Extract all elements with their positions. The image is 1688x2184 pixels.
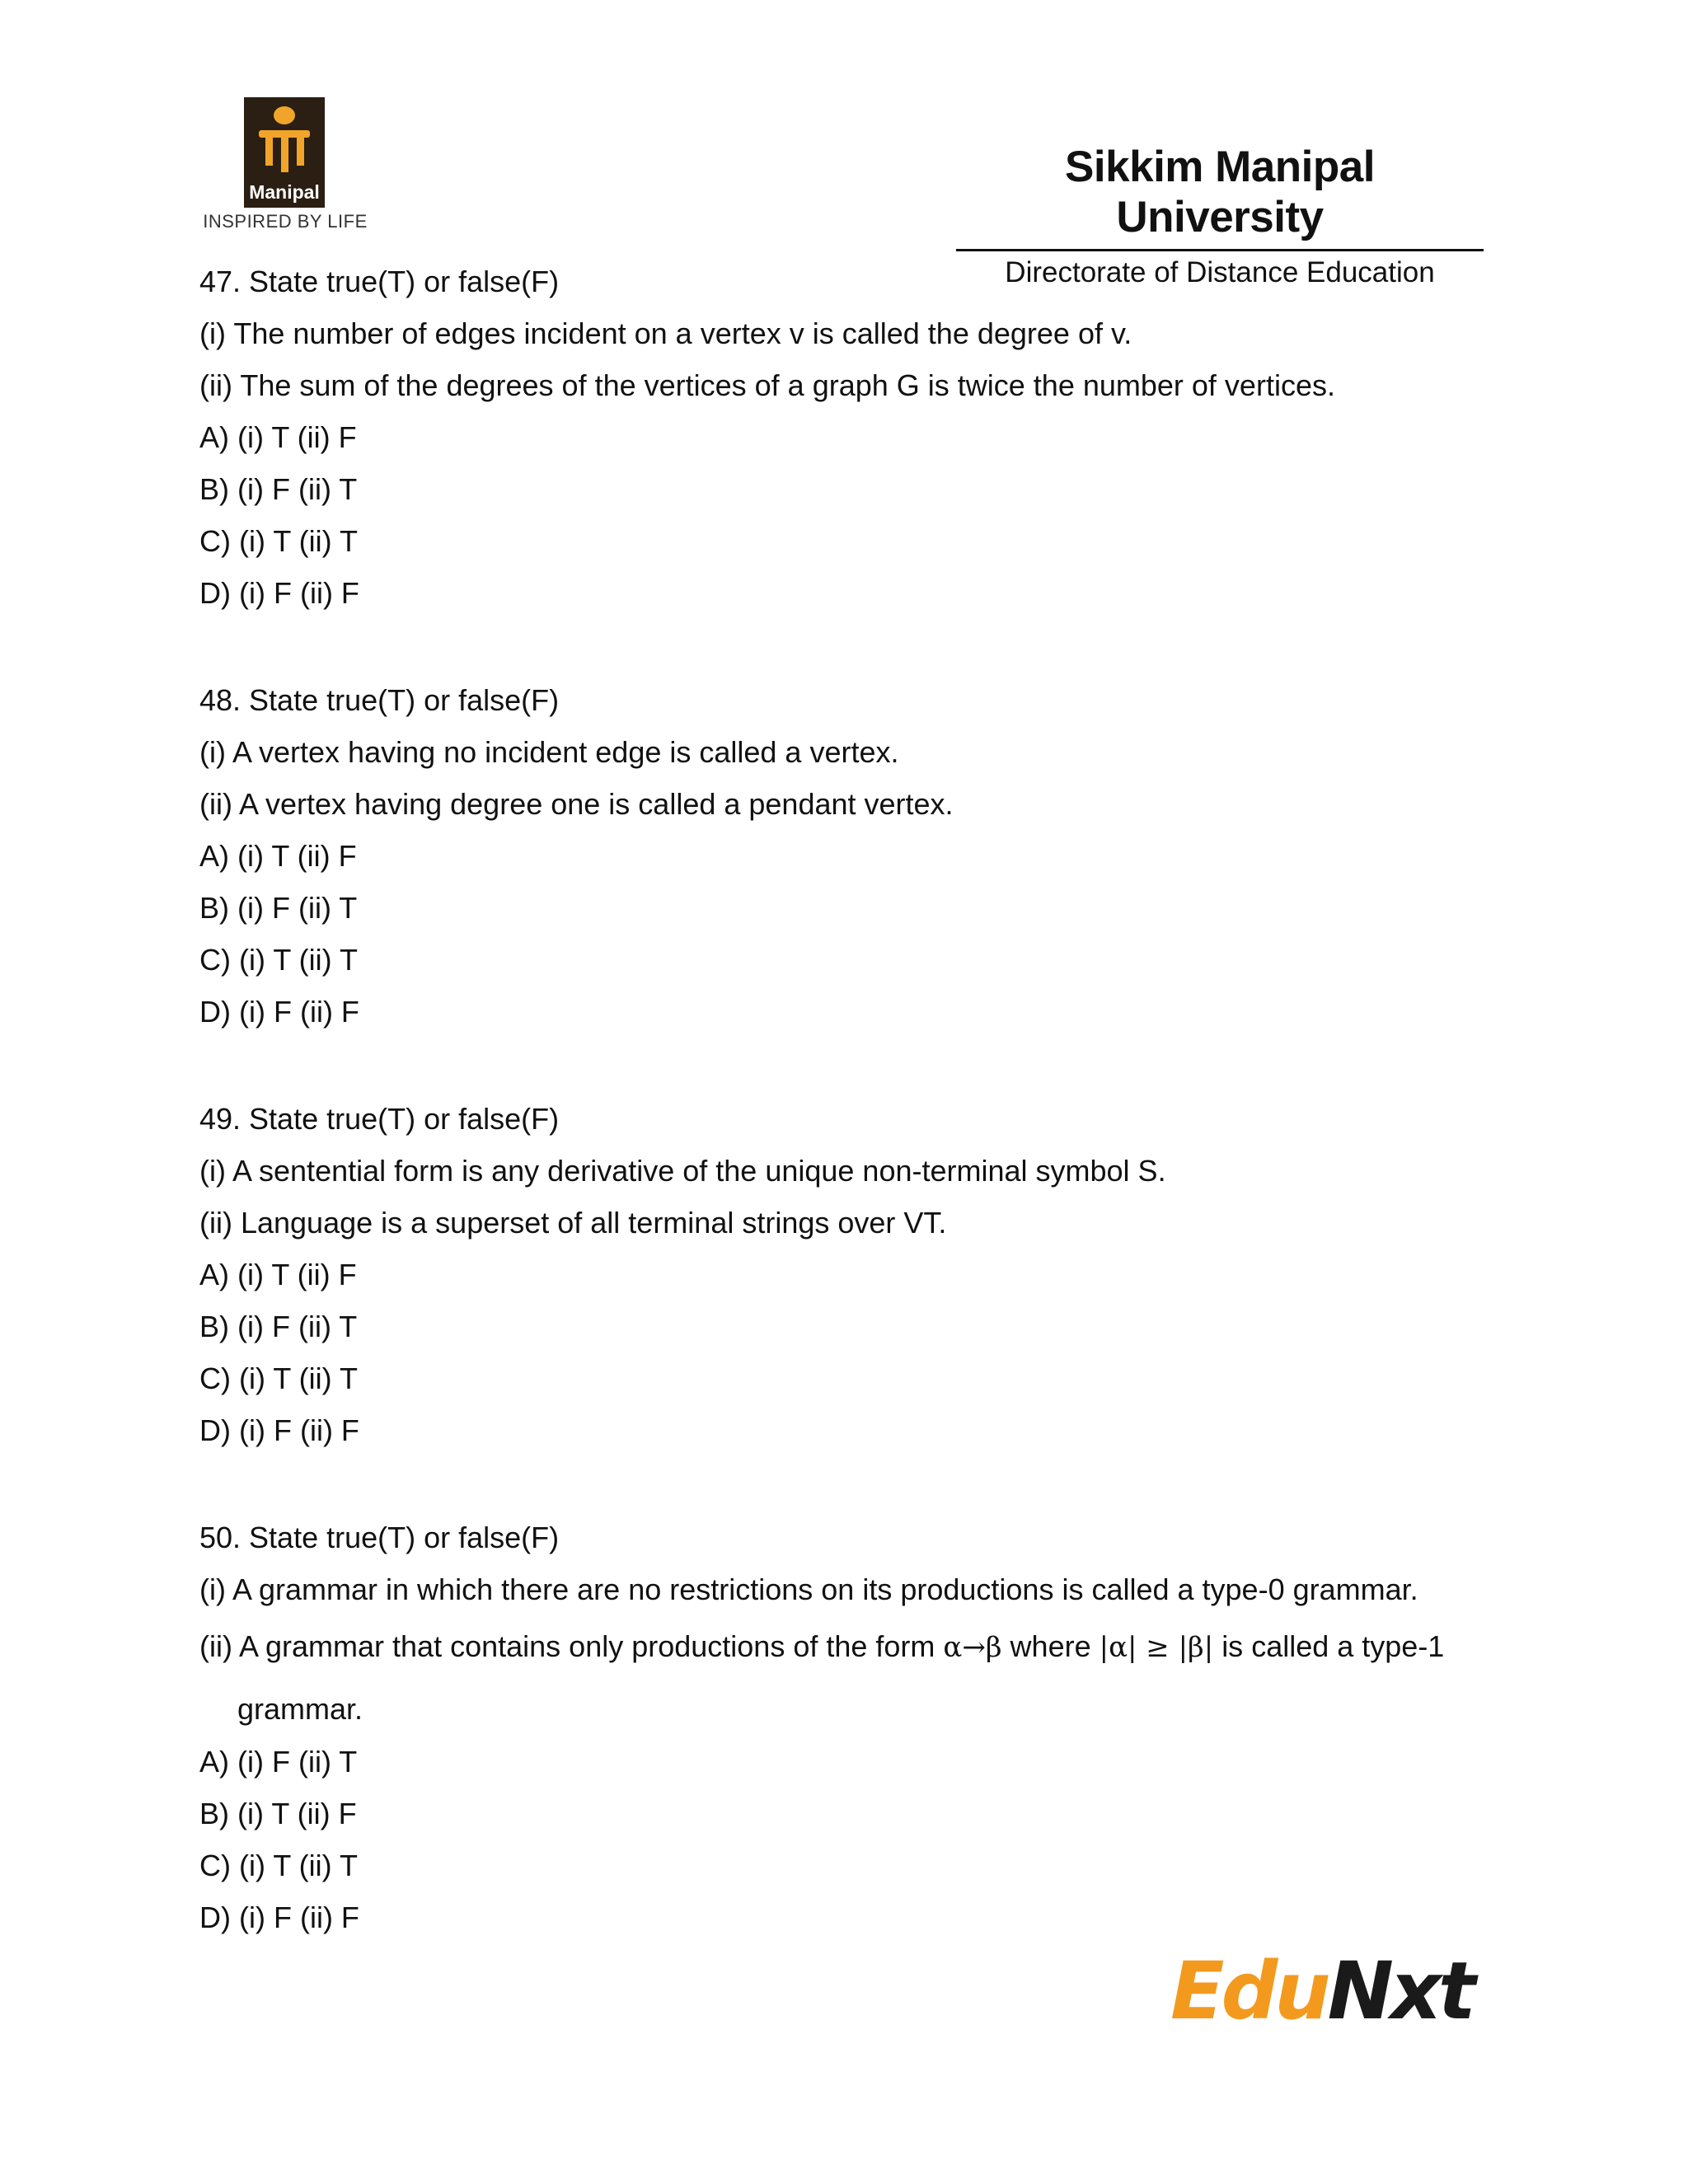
answer-option: D) (i) F (ii) F: [199, 995, 359, 1029]
question-title: 47. State true(T) or false(F): [199, 265, 560, 298]
question-statement: (i) A grammar in which there are no restrictions on its productions is called a type-0 grammar.: [199, 1572, 1418, 1606]
question-title: 48. State true(T) or false(F): [199, 683, 560, 717]
heading-divider: [956, 249, 1484, 251]
production-formula: α→β: [943, 1631, 1002, 1664]
question-statement: (i) A sentential form is any derivative of the unique non-terminal symbol S.: [199, 1154, 1166, 1188]
answer-option: B) (i) T (ii) F: [199, 1797, 357, 1830]
statement-prefix: (ii) A grammar that contains only productions of the form: [199, 1629, 935, 1663]
manipal-emblem-icon: [244, 97, 325, 208]
answer-option: B) (i) F (ii) T: [199, 1310, 358, 1343]
answer-option: C) (i) T (ii) T: [199, 943, 358, 977]
university-name: Sikkim Manipal University: [1065, 143, 1375, 241]
answer-option: B) (i) F (ii) T: [199, 891, 358, 925]
statement-suffix: is called a type-1: [1221, 1629, 1445, 1663]
brand-part-edu: Edu: [1170, 1945, 1328, 2037]
logo-word: Manipal: [249, 181, 320, 203]
answer-option: A) (i) T (ii) F: [199, 420, 357, 454]
question-statement: (i) The number of edges incident on a vertex v is called the degree of v.: [199, 316, 1132, 350]
directorate-name: Directorate of Distance Education: [1005, 256, 1435, 288]
answer-option: A) (i) T (ii) F: [199, 1258, 357, 1291]
brand-part-nxt: Nxt: [1327, 1945, 1473, 2037]
university-heading: [956, 142, 1484, 289]
question-title: 50. State true(T) or false(F): [199, 1521, 560, 1554]
statement-continuation: grammar.: [237, 1692, 363, 1726]
answer-option: C) (i) T (ii) T: [199, 1849, 358, 1882]
question-statement: (ii) Language is a superset of all terminal strings over VT.: [199, 1206, 947, 1240]
answer-option: B) (i) F (ii) T: [199, 472, 358, 506]
question-statement: (i) A vertex having no incident edge is called a vertex.: [199, 735, 899, 769]
answer-option: A) (i) F (ii) T: [199, 1745, 358, 1779]
answer-option: D) (i) F (ii) F: [199, 1413, 359, 1447]
question-title: 49. State true(T) or false(F): [199, 1102, 560, 1136]
edunxt-logo: [1170, 1945, 1473, 2037]
answer-option: A) (i) T (ii) F: [199, 839, 357, 873]
question-statement-math: [199, 1629, 1444, 1666]
question-statement: (ii) The sum of the degrees of the vertices of a graph G is twice the number of vertices.: [199, 368, 1335, 402]
answer-option: C) (i) T (ii) T: [199, 524, 358, 558]
answer-option: D) (i) F (ii) F: [199, 576, 359, 610]
logo-tagline: INSPIRED BY LIFE: [203, 211, 368, 232]
answer-option: C) (i) T (ii) T: [199, 1361, 358, 1395]
question-statement: (ii) A vertex having degree one is called a pendant vertex.: [199, 787, 954, 821]
statement-where: where: [1010, 1629, 1091, 1663]
length-condition-formula: |α| ≥ |β|: [1099, 1631, 1214, 1664]
answer-option: D) (i) F (ii) F: [199, 1900, 359, 1934]
